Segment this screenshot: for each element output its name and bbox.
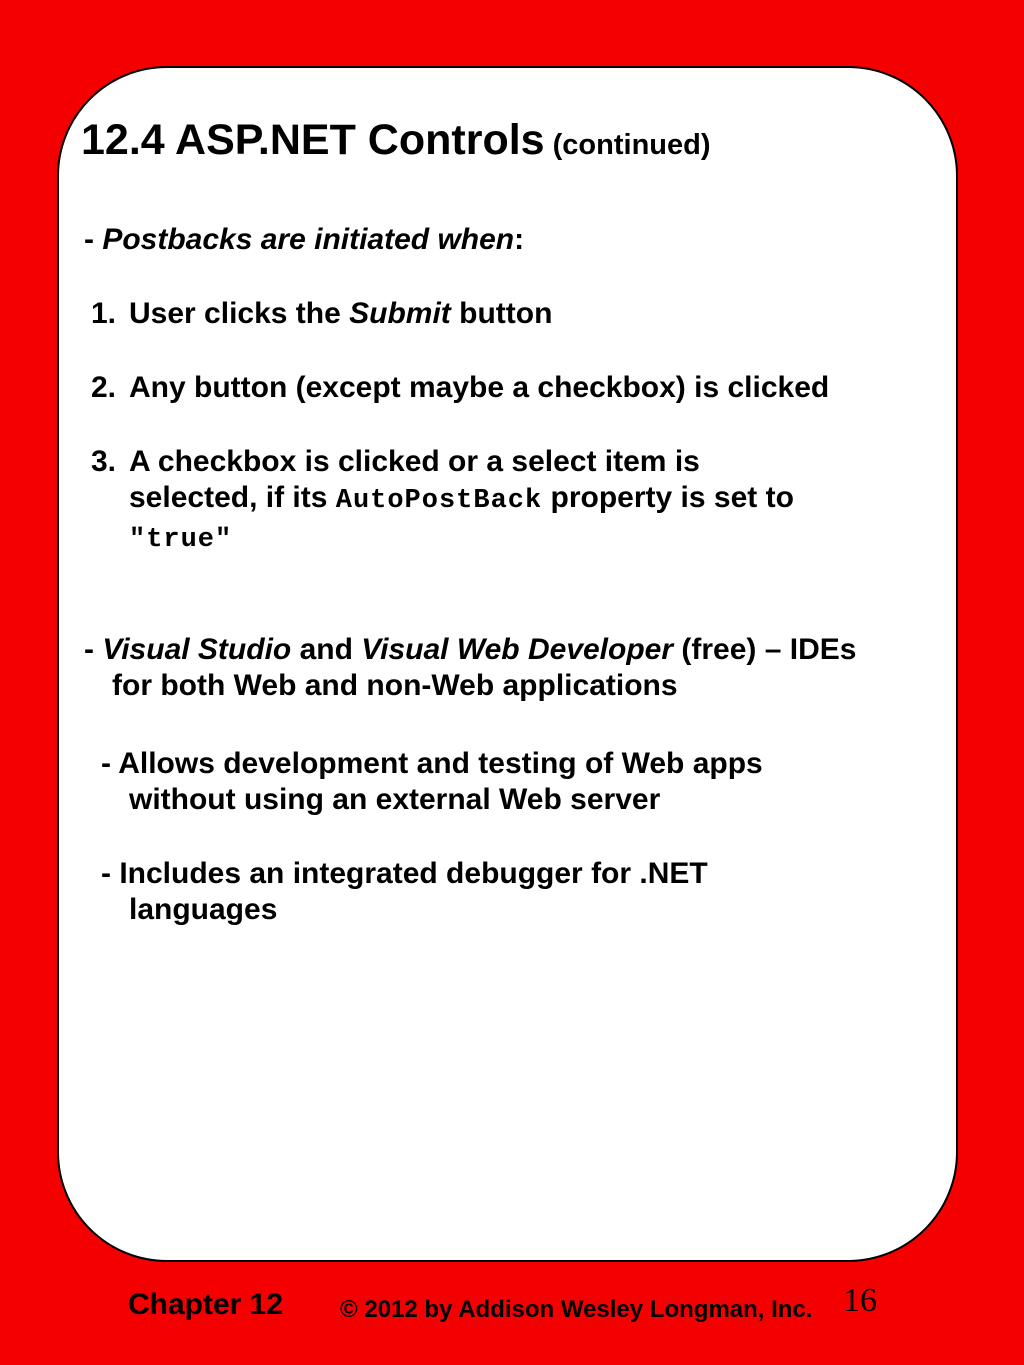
list-item-2 bbox=[91, 370, 956, 406]
visual-web-developer-name: Visual Web Developer bbox=[361, 633, 674, 666]
list-item-1 bbox=[91, 296, 956, 332]
bullet-visual-studio bbox=[84, 632, 956, 704]
item3-line2 bbox=[91, 480, 956, 519]
item3-true-code: "true" bbox=[129, 525, 233, 555]
footer-copyright-text: © 2012 by Addison Wesley Longman, Inc. bbox=[340, 1296, 813, 1323]
list-item-3 bbox=[91, 444, 956, 558]
allows-development-dash: - bbox=[101, 747, 119, 780]
visual-studio-line2: for both Web and non-Web applications bbox=[112, 669, 678, 702]
footer-page-number: 16 bbox=[843, 1282, 877, 1319]
item3-line2-post: property is set to bbox=[542, 481, 794, 514]
allows-development-line2: without using an external Web server bbox=[129, 783, 661, 816]
item1-text-emphasis: Submit bbox=[349, 297, 451, 330]
item1-text-post: button bbox=[450, 297, 553, 330]
integrated-debugger-line1 bbox=[101, 856, 956, 892]
item3-number: 3. bbox=[91, 445, 117, 478]
postbacks-dash: - bbox=[84, 223, 103, 256]
item1-text-pre: User clicks the bbox=[129, 297, 350, 330]
visual-studio-and: and bbox=[291, 633, 362, 666]
visual-studio-line1 bbox=[84, 632, 956, 668]
footer-chapter-label: Chapter 12 bbox=[128, 1288, 284, 1321]
slide-title-continued: (continued) bbox=[544, 129, 711, 161]
allows-development-text: Allows development and testing of Web apps bbox=[118, 747, 763, 780]
item1-number: 1. bbox=[91, 297, 117, 330]
item3-line1 bbox=[91, 444, 956, 480]
postbacks-colon: : bbox=[514, 223, 525, 256]
allows-development-line1 bbox=[101, 746, 956, 782]
integrated-debugger-text: Includes an integrated debugger for .NET bbox=[119, 857, 708, 890]
slide-card bbox=[57, 66, 958, 1262]
item2-text: Any button (except maybe a checkbox) is clicked bbox=[129, 371, 830, 404]
item2-number: 2. bbox=[91, 371, 117, 404]
bullet-allows-development bbox=[101, 746, 956, 818]
item3-line3 bbox=[91, 519, 956, 558]
slide-title bbox=[81, 114, 956, 176]
integrated-debugger-dash: - bbox=[101, 857, 120, 890]
item3-line2-pre: selected, if its bbox=[129, 481, 336, 514]
integrated-debugger-line2: languages bbox=[129, 893, 278, 926]
visual-studio-dash: - bbox=[84, 633, 103, 666]
item3-autopostback-code: AutoPostBack bbox=[335, 486, 543, 516]
postbacks-heading bbox=[84, 222, 956, 258]
postbacks-lead-text: Postbacks are initiated when bbox=[102, 223, 515, 256]
visual-studio-tail: (free) – IDEs bbox=[673, 633, 857, 666]
visual-studio-name: Visual Studio bbox=[102, 633, 292, 666]
slide-title-text: 12.4 ASP.NET Controls bbox=[81, 116, 545, 164]
bullet-integrated-debugger bbox=[101, 856, 956, 928]
item3-line1-text: A checkbox is clicked or a select item is bbox=[129, 445, 700, 478]
